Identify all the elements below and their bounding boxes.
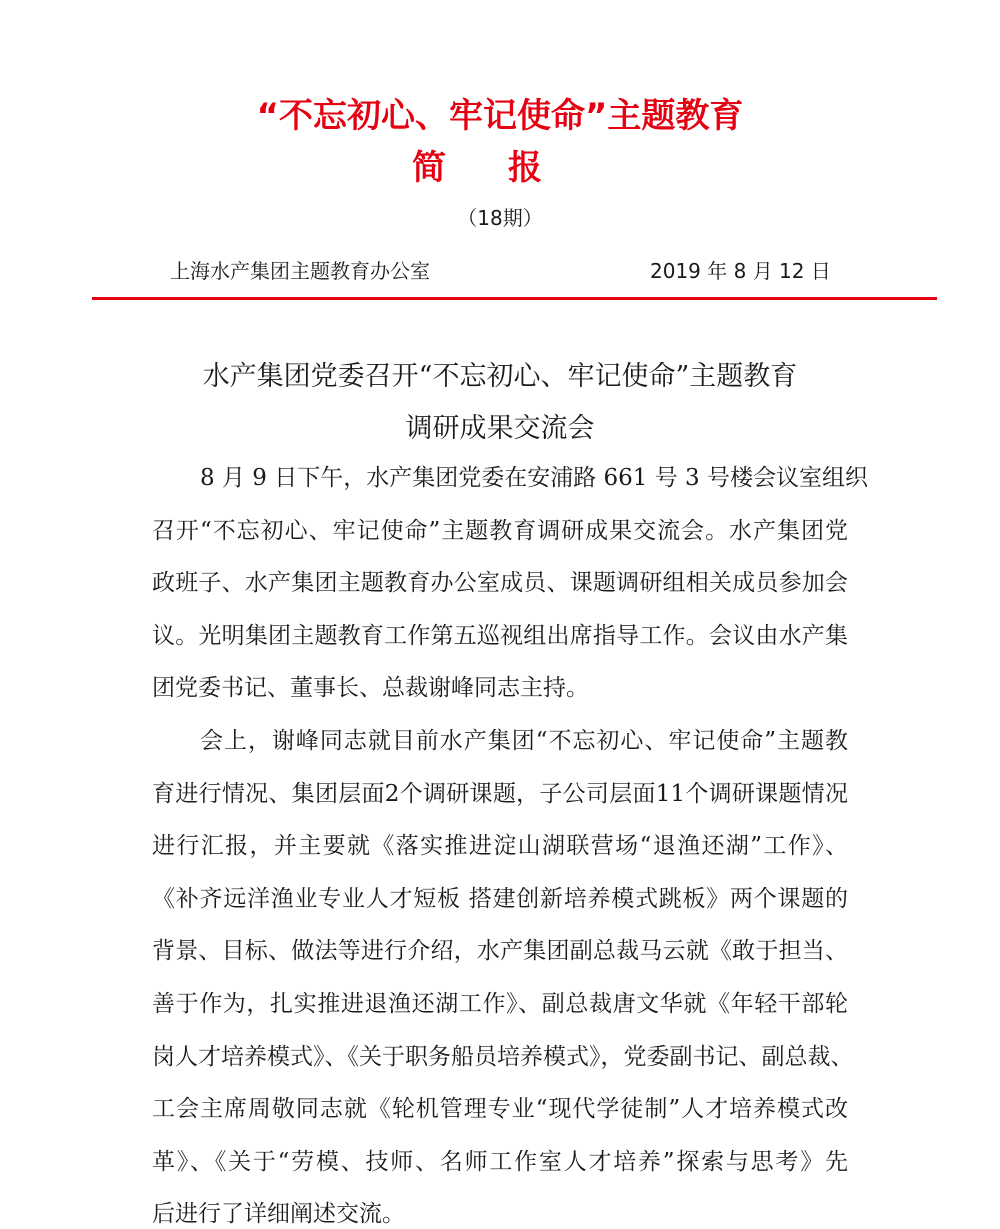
paragraph-line: 8 月 9 日下午，水产集团党委在安浦路 661 号 3 号楼会议室组织 — [200, 465, 868, 491]
article-heading-line: 水产集团党委召开“不忘初心、牢记使命”主题教育 — [202, 361, 798, 392]
paragraph-line: 《补齐远洋渔业专业人才短板 搭建创新培养模式跳板》两个课题的 — [152, 886, 848, 912]
issue-number: （18期） — [457, 206, 543, 230]
paragraph-line: 工会主席周敬同志就《轮机管理专业“现代学徒制”人才培养模式改 — [152, 1096, 848, 1122]
paragraph-line: 育进行情况、集团层面2个调研课题，子公司层面11个调研课题情况 — [152, 781, 848, 807]
article-heading-line: 调研成果交流会 — [405, 413, 595, 444]
paragraph-line: 团党委书记、董事长、总裁谢峰同志主持。 — [152, 675, 589, 701]
paragraph-line: 召开“不忘初心、牢记使命”主题教育调研成果交流会。水产集团党 — [152, 518, 848, 544]
paragraph-line: 革》、《关于“劳模、技师、名师工作室人才培养”探索与思考》先 — [152, 1149, 848, 1175]
paragraph-line: 岗人才培养模式》、《关于职务船员培养模式》，党委副书记、副总裁、 — [152, 1044, 854, 1070]
brief-title: “不忘初心、牢记使命”主题教育 — [256, 96, 744, 136]
issue-date: 2019 年 8 月 12 日 — [650, 259, 831, 283]
paragraph-line: 会上，谢峰同志就目前水产集团“不忘初心、牢记使命”主题教 — [200, 728, 848, 754]
paragraph-line: 议。光明集团主题教育工作第五巡视组出席指导工作。会议由水产集 — [152, 623, 848, 649]
paragraph-line: 政班子、水产集团主题教育办公室成员、课题调研组相关成员参加会 — [152, 570, 848, 596]
brief-subtitle: 简报 — [412, 148, 604, 188]
paragraph-line: 进行汇报，并主要就《落实推进淀山湖联营场“退渔还湖”工作》、 — [152, 833, 848, 859]
paragraph-line: 后进行了详细阐述交流。 — [152, 1201, 405, 1227]
red-divider — [92, 297, 937, 300]
paragraph-line: 善于作为，扎实推进退渔还湖工作》、副总裁唐文华就《年轻干部轮 — [152, 991, 848, 1017]
paragraph-line: 背景、目标、做法等进行介绍，水产集团副总裁马云就《敢于担当、 — [152, 938, 848, 964]
issuer: 上海水产集团主题教育办公室 — [170, 259, 430, 283]
